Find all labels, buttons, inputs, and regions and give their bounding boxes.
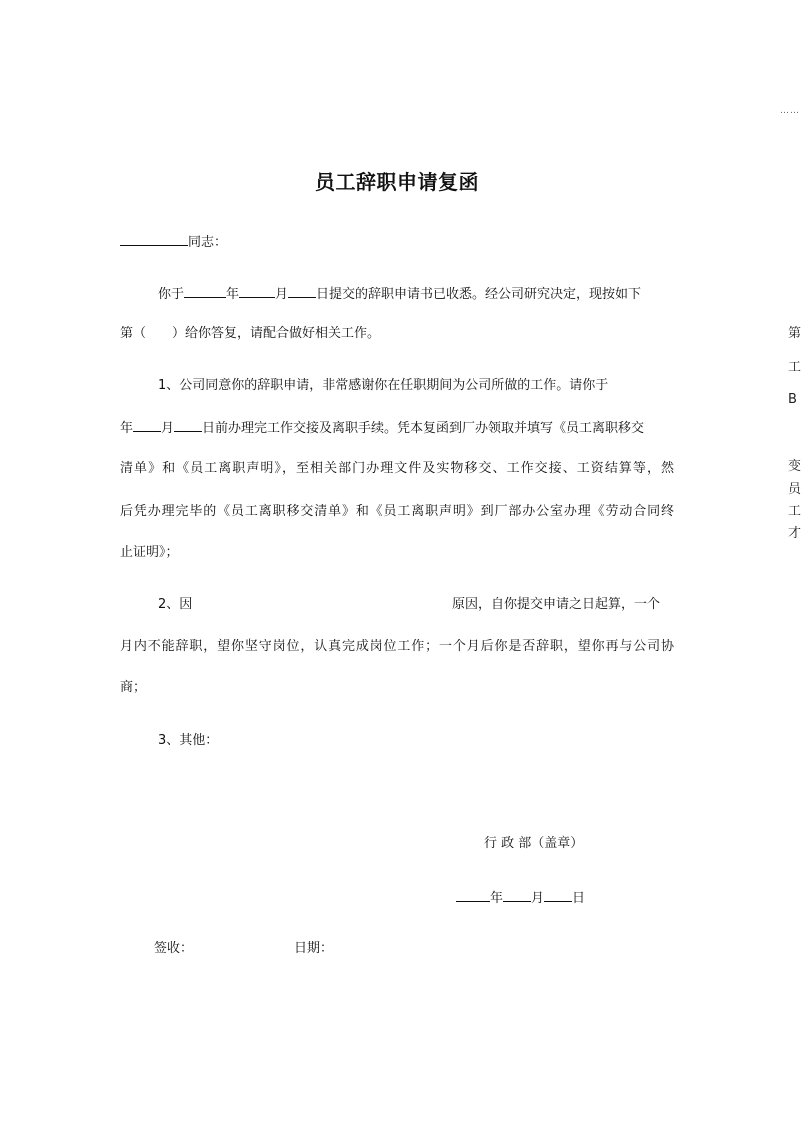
item1-line2-rest: 日前办理完工作交接及离职手续。凭本复函到厂办领取并填写《员工离职移交 bbox=[202, 421, 645, 436]
name-blank bbox=[120, 232, 188, 246]
sig-month: 月 bbox=[531, 891, 545, 906]
receipt-date-label: 日期： bbox=[294, 941, 334, 956]
corner-dots: …… bbox=[780, 106, 800, 116]
para1-month: 月 bbox=[275, 287, 289, 302]
department-stamp: 行 政 部（盖章） bbox=[484, 836, 584, 851]
document-title: 员工辞职申请复函 bbox=[315, 170, 479, 194]
month-blank bbox=[239, 284, 275, 298]
para1-line2-suffix: ）给你答复，请配合做好相关工作。 bbox=[172, 326, 381, 341]
receipt-sign-label: 签收： bbox=[154, 941, 194, 956]
item2-tail: 原因，自你提交申请之日起算，一个 bbox=[452, 597, 661, 612]
edge-glyph: 员 bbox=[788, 482, 801, 497]
sig-day-blank bbox=[544, 888, 572, 902]
year-blank bbox=[184, 284, 226, 298]
sig-year-blank bbox=[456, 888, 490, 902]
para1-line1 bbox=[158, 284, 641, 304]
item1-line2 bbox=[120, 418, 644, 438]
item1-line5: 止证明》； bbox=[120, 545, 179, 560]
item2-line2: 月内不能辞职，望你坚守岗位，认真完成岗位工作；一个月后你是否辞职，望你再与公司协 bbox=[120, 639, 674, 654]
signature-date bbox=[456, 888, 585, 908]
para1-line2 bbox=[120, 325, 380, 343]
sig-year: 年 bbox=[490, 891, 504, 906]
sig-month-blank bbox=[503, 888, 531, 902]
item1-line1: 1、公司同意你的辞职申请，非常感谢你在任职期间为公司所做的工作。请你于 bbox=[158, 378, 609, 393]
sig-day: 日 bbox=[572, 891, 586, 906]
edge-glyph: 工 bbox=[788, 504, 801, 519]
item1-line4: 后凭办理完毕的《员工离职移交清单》和《员工离职声明》到厂部办公室办理《劳动合同终 bbox=[120, 504, 674, 519]
item3-label: 3、其他： bbox=[158, 733, 219, 748]
edge-glyph: B bbox=[788, 392, 797, 407]
salutation bbox=[120, 232, 227, 252]
edge-glyph: 第 bbox=[788, 326, 801, 341]
edge-glyph: 变 bbox=[788, 459, 801, 474]
item2-line3: 商； bbox=[120, 680, 147, 695]
salutation-suffix: 同志： bbox=[188, 235, 228, 250]
item1-month-blank bbox=[133, 418, 161, 432]
item1-day-blank bbox=[174, 418, 202, 432]
item1-line3: 清单》和《员工离职声明》，至相关部门办理文件及实物移交、工作交接、工资结算等，然 bbox=[120, 461, 674, 476]
item1-month: 月 bbox=[161, 421, 175, 436]
item2-lead: 2、因 bbox=[158, 597, 193, 612]
para1-day-text: 日提交的辞职申请书已收悉。经公司研究决定，现按如下 bbox=[316, 287, 642, 302]
item1-year: 年 bbox=[120, 421, 134, 436]
para1-lead: 你于 bbox=[158, 287, 185, 302]
day-blank bbox=[288, 284, 316, 298]
edge-glyph: 才 bbox=[788, 526, 801, 541]
para1-line2-prefix: 第（ bbox=[120, 326, 147, 341]
para1-year: 年 bbox=[226, 287, 240, 302]
edge-glyph: 工 bbox=[788, 360, 801, 375]
